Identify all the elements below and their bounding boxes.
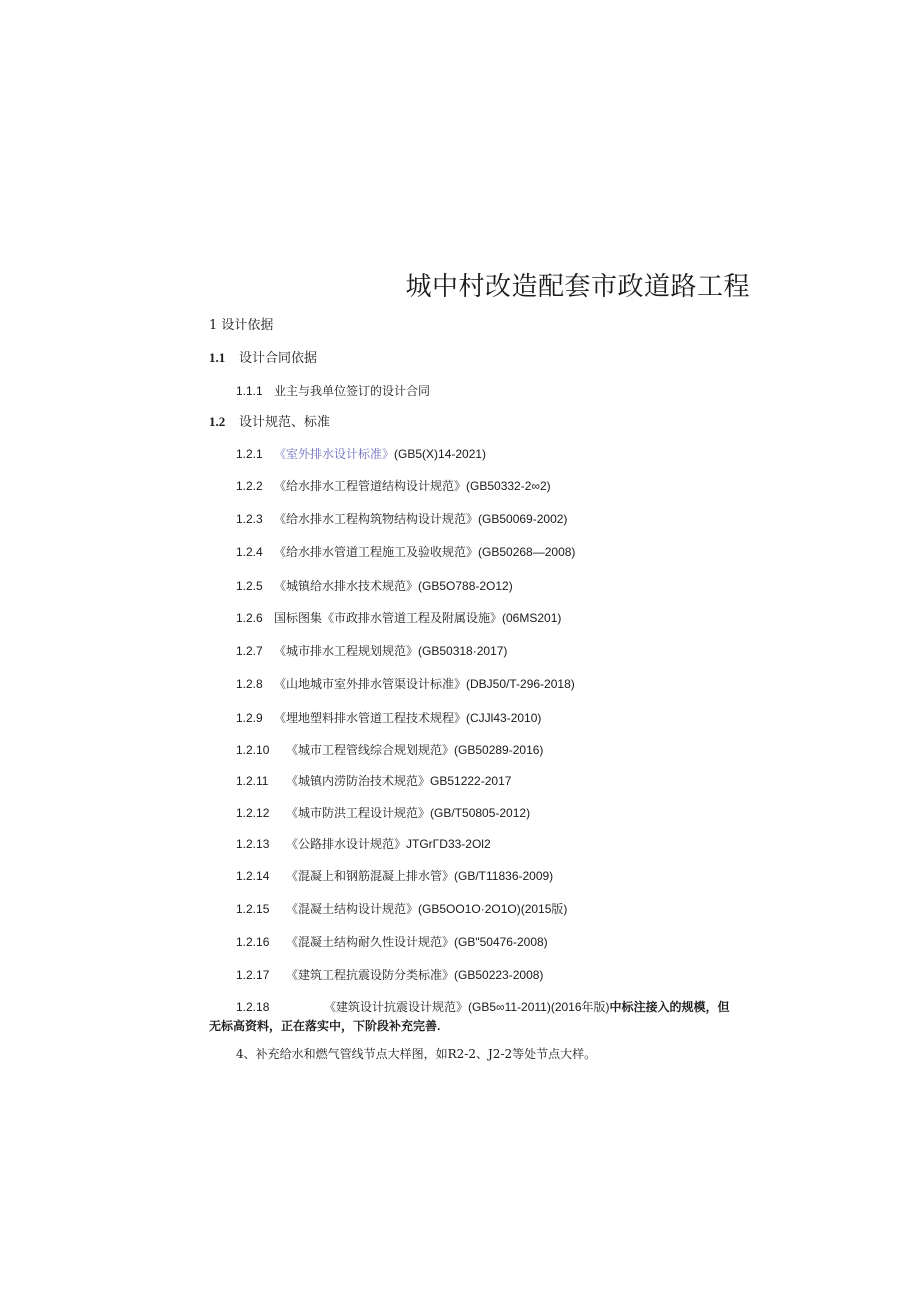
reference-item [236,446,486,462]
reference-item [236,544,575,560]
reference-code: GB51222-2017 [430,774,512,788]
reference-title: 《城镇给水排水技术规范》 [274,579,419,593]
reference-code: (GB50223-2008) [454,968,544,982]
reference-item [236,934,548,950]
reference-title: 《公路排水设计规范》 [286,837,407,851]
reference-item [236,643,507,659]
reference-number: 1.2.7 [236,644,263,658]
reference-code: (GB50289-2016) [454,743,544,757]
reference-item [236,836,491,852]
reference-title: 《山地城市室外排水管渠设计标准》 [274,677,467,691]
reference-code: (GB"50476-2008) [454,935,548,949]
item-number: 1.1.1 [236,384,263,398]
section-heading-1: 1 设计依据 [209,318,274,333]
reference-number: 1.2.18 [236,1000,270,1014]
reference-title: 《建筑设计抗震设计规范》 [324,1000,469,1014]
reference-number: 1.2.15 [236,902,270,916]
reference-number: 1.2.10 [236,743,270,757]
reference-number: 1.2.8 [236,677,263,691]
reference-item [236,478,551,494]
reference-code: (06MS201) [502,611,562,625]
reference-code: (DBJ50/T-296-2018) [466,677,575,691]
reference-item [236,710,541,726]
reference-number: 1.2.12 [236,806,270,820]
section-number: 1.2 [209,414,226,429]
reference-code: (GB/T50805-2012) [430,806,531,820]
reference-number: 1.2.3 [236,512,263,526]
paragraph-second-line: 无标高资料，正在落实中，下阶段补充完善. [209,1019,441,1033]
reference-title: 国标图集《市政排水管道工程及附属设施》 [274,611,503,625]
reference-item [236,511,567,527]
reference-title: 《城市排水工程规划规范》 [274,644,419,658]
reference-item [236,676,575,692]
item-text: 业主与我单位签订的设计合同 [274,384,431,398]
reference-item [236,967,543,983]
reference-item [236,773,511,789]
reference-title: 《埋地塑料排水管道工程技术规程》 [274,711,467,725]
reference-number: 1.2.11 [236,774,269,788]
reference-item [236,742,543,758]
reference-number: 1.2.17 [236,968,270,982]
reference-number: 1.2.13 [236,837,270,851]
section-heading-1-1 [209,350,317,367]
reference-title: 《混凝土结构耐久性设计规范》 [286,935,455,949]
reference-code: JTGrΓD33-2Ol2 [406,837,491,851]
reference-code: (GB5O788-2O12) [418,579,513,593]
section-label: 设计合同依据 [239,351,318,366]
page-title: 城中村改造配套市政道路工程 [405,272,750,302]
reference-title: 《混凝土结构设计规范》 [286,902,419,916]
reference-title: 《建筑工程抗震设防分类标准》 [286,968,455,982]
reference-title[interactable]: 《室外排水设计标准》 [274,447,395,461]
reference-code: (GB5(X)14-2021) [394,447,487,461]
paragraph-first-line [209,998,749,1017]
reference-item [236,610,561,626]
reference-title: 《混凝上和钢筋混凝上排水管》 [286,869,455,883]
reference-title: 《给水排水工程管道结构设计规范》 [274,479,467,493]
reference-item [236,578,513,594]
reference-number: 1.2.6 [236,611,263,625]
reference-title: 《城镇内涝防治技术规范》 [286,774,431,788]
reference-title: 《给水排水工程构筑物结构设计规范》 [274,512,479,526]
reference-code: (GB50268—2008) [478,545,576,559]
reference-item [236,805,530,821]
reference-number: 1.2.16 [236,935,270,949]
reference-number: 1.2.5 [236,579,263,593]
reference-number: 1.2.4 [236,545,263,559]
reference-paragraph-1-2-18 [209,998,749,1036]
reference-title: 《给水排水管道工程施工及验收规范》 [274,545,479,559]
item-1-1-1 [236,383,430,399]
reference-title: 《城市工程管线综合规划规范》 [286,743,455,757]
section-label: 设计规范、标准 [239,415,331,430]
supplement-note: 4、补充给水和燃气管线节点大样图，如R2-2、J2-2等处节点大样。 [236,1047,597,1061]
section-number: 1.1 [209,350,226,365]
reference-code: (CJJl43-2010) [466,711,542,725]
reference-item [236,901,567,917]
reference-number: 1.2.1 [236,447,263,461]
reference-code: (GB5∞11-2011)(2016年版) [468,1000,610,1014]
reference-code: (GB5OO1O·2O1O)(2015版) [418,902,568,916]
reference-code: (GB50332-2∞2) [466,479,551,493]
reference-code: (GB50318·2017) [418,644,508,658]
paragraph-bold-text: 中标注接入的规模，但 [609,1000,730,1014]
reference-title: 《城市防洪工程设计规范》 [286,806,431,820]
section-heading-1-2 [209,414,330,431]
reference-number: 1.2.9 [236,711,263,725]
reference-number: 1.2.2 [236,479,263,493]
reference-code: (GB50069-2002) [478,512,568,526]
reference-item [236,868,553,884]
reference-code: (GB/T11836-2009) [454,869,554,883]
reference-number: 1.2.14 [236,869,270,883]
